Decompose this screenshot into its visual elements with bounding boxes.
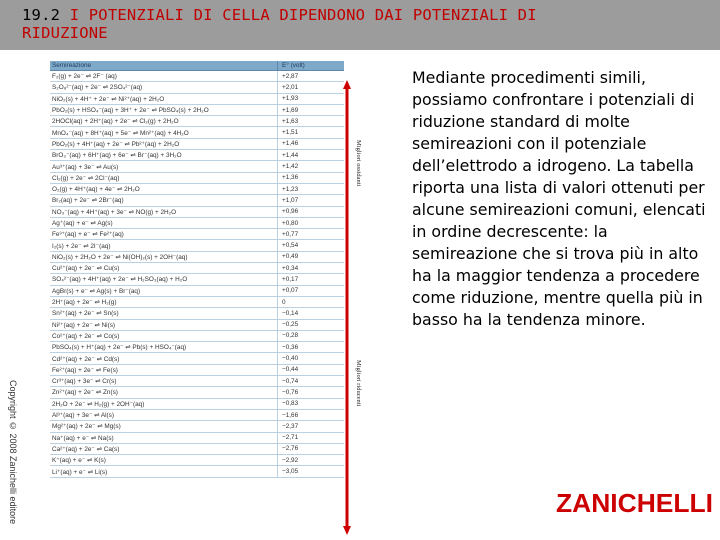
- potential-value: −2,37: [278, 421, 345, 432]
- half-reaction: PbO₂(s) + HSO₄⁻(aq) + 3H⁺ + 2e⁻ ⇌ PbSO₄(s) + 2H₂O: [50, 104, 278, 115]
- table-row: [50, 240, 344, 251]
- half-reaction: Cd²⁺(aq) + 2e⁻ ⇌ Cd(s): [50, 353, 278, 364]
- potential-value: +1,42: [278, 161, 345, 172]
- arrow-head-top: [343, 80, 351, 89]
- half-reaction: Na⁺(aq) + e⁻ ⇌ Na(s): [50, 432, 278, 443]
- potential-value: +1,46: [278, 138, 345, 149]
- table-row: [50, 409, 344, 420]
- half-reaction: AgBr(s) + e⁻ ⇌ Ag(s) + Br⁻(aq): [50, 285, 278, 296]
- table-row: [50, 172, 344, 183]
- potential-value: −3,05: [278, 466, 345, 477]
- half-reaction: MnO₄⁻(aq) + 8H⁺(aq) + 5e⁻ ⇌ Mn²⁺(aq) + 4H₂O: [50, 127, 278, 138]
- label-best-reducers: Migliori riducenti: [355, 360, 362, 407]
- potential-value: −0,44: [278, 364, 345, 375]
- potential-value: −1,66: [278, 409, 345, 420]
- logo-text: ZANICHELLI: [556, 488, 713, 518]
- zanichelli-logo: [556, 486, 716, 518]
- table-row: [50, 150, 344, 161]
- half-reaction: NO₃⁻(aq) + 4H⁺(aq) + 3e⁻ ⇌ NO(g) + 2H₂O: [50, 206, 278, 217]
- potential-value: +0,07: [278, 285, 345, 296]
- reduction-potentials-table: [50, 61, 344, 478]
- table-body: [50, 71, 344, 478]
- table-row: [50, 376, 344, 387]
- half-reaction: 2H⁺(aq) + 2e⁻ ⇌ H₂(g): [50, 296, 278, 307]
- half-reaction: Au³⁺(aq) + 3e⁻ ⇌ Au(s): [50, 161, 278, 172]
- potential-value: −0,28: [278, 330, 345, 341]
- table-row: [50, 387, 344, 398]
- potential-value: +1,69: [278, 104, 345, 115]
- col-header-reaction: Semireazione: [50, 61, 278, 71]
- potential-value: +0,54: [278, 240, 345, 251]
- table-row: [50, 195, 344, 206]
- table-row: [50, 330, 344, 341]
- table-row: [50, 183, 344, 194]
- potential-value: −0,36: [278, 342, 345, 353]
- table-row: [50, 466, 344, 477]
- potential-value: +0,17: [278, 274, 345, 285]
- table-row: [50, 93, 344, 104]
- table-row: [50, 82, 344, 93]
- potential-value: −0,40: [278, 353, 345, 364]
- half-reaction: NiO₂(s) + 4H⁺ + 2e⁻ ⇌ Ni²⁺(aq) + 2H₂O: [50, 93, 278, 104]
- table-row: [50, 342, 344, 353]
- half-reaction: Zn²⁺(aq) + 2e⁻ ⇌ Zn(s): [50, 387, 278, 398]
- half-reaction: Fe²⁺(aq) + 2e⁻ ⇌ Fe(s): [50, 364, 278, 375]
- potential-value: +1,51: [278, 127, 345, 138]
- table-row: [50, 116, 344, 127]
- potential-value: −2,92: [278, 455, 345, 466]
- strength-arrow: [343, 80, 351, 535]
- table-row: [50, 432, 344, 443]
- title-highlight: I POTENZIALI DI CELLA DIPENDONO DAI POTENZIALI DI: [69, 6, 537, 24]
- half-reaction: Cr³⁺(aq) + 3e⁻ ⇌ Cr(s): [50, 376, 278, 387]
- table-row: [50, 274, 344, 285]
- table-row: [50, 71, 344, 82]
- half-reaction: S₂O₈²⁻(aq) + 2e⁻ ⇌ 2SO₄²⁻(aq): [50, 82, 278, 93]
- body-paragraph: Mediante procedimenti simili, possiamo confrontare i potenziali di riduzione standard di molte semireazioni con il potenziale dell’elettrodo a idrogeno. La tabella riporta una lista di valori ottenuti per alcune semireazioni comuni, elencati in ordine decrescente: la semireazione che si trova più in alto ha la maggior tendenza a procedere come riduzione, mentre quella più in basso ha la tendenza minore.: [412, 68, 706, 329]
- half-reaction: PbSO₄(s) + H⁺(aq) + 2e⁻ ⇌ Pb(s) + HSO₄⁻(aq): [50, 342, 278, 353]
- potential-value: +2,87: [278, 71, 345, 82]
- table-row: [50, 455, 344, 466]
- table-header-row: [50, 61, 344, 71]
- potential-value: +1,93: [278, 93, 345, 104]
- table-row: [50, 364, 344, 375]
- table-row: [50, 138, 344, 149]
- potential-value: −0,83: [278, 398, 345, 409]
- half-reaction: K⁺(aq) + e⁻ ⇌ K(s): [50, 455, 278, 466]
- table-row: [50, 319, 344, 330]
- potential-value: −0,25: [278, 319, 345, 330]
- half-reaction: Cu²⁺(aq) + 2e⁻ ⇌ Cu(s): [50, 263, 278, 274]
- potential-value: +0,34: [278, 263, 345, 274]
- slide-header: [0, 0, 720, 50]
- table-row: [50, 251, 344, 262]
- table-row: [50, 353, 344, 364]
- potential-value: +0,96: [278, 206, 345, 217]
- half-reaction: PbO₂(s) + 4H⁺(aq) + 2e⁻ ⇌ Pb²⁺(aq) + 2H₂O: [50, 138, 278, 149]
- title-line2: RIDUZIONE: [22, 24, 108, 42]
- potential-value: +0,49: [278, 251, 345, 262]
- half-reaction: Cl₂(g) + 2e⁻ ⇌ 2Cl⁻(aq): [50, 172, 278, 183]
- half-reaction: Fe³⁺(aq) + e⁻ ⇌ Fe²⁺(aq): [50, 229, 278, 240]
- copyright-notice: Copyright © 2008 Zanichelli editore: [8, 380, 18, 525]
- half-reaction: Ni²⁺(aq) + 2e⁻ ⇌ Ni(s): [50, 319, 278, 330]
- half-reaction: BrO₃⁻(aq) + 6H⁺(aq) + 6e⁻ ⇌ Br⁻(aq) + 3H₂O: [50, 150, 278, 161]
- half-reaction: Al³⁺(aq) + 3e⁻ ⇌ Al(s): [50, 409, 278, 420]
- half-reaction: SO₄²⁻(aq) + 4H⁺(aq) + 2e⁻ ⇌ H₂SO₃(aq) + H₂O: [50, 274, 278, 285]
- potential-value: 0: [278, 296, 345, 307]
- half-reaction: 2H₂O + 2e⁻ ⇌ H₂(g) + 2OH⁻(aq): [50, 398, 278, 409]
- half-reaction: O₂(g) + 4H⁺(aq) + 4e⁻ ⇌ 2H₂O: [50, 183, 278, 194]
- table-row: [50, 229, 344, 240]
- table-row: [50, 104, 344, 115]
- potential-value: +2,01: [278, 82, 345, 93]
- potential-value: +0,77: [278, 229, 345, 240]
- label-best-oxidants: Migliori ossidanti: [355, 140, 362, 187]
- table-row: [50, 443, 344, 454]
- potential-value: −0,76: [278, 387, 345, 398]
- table-row: [50, 296, 344, 307]
- table-row: [50, 285, 344, 296]
- table-row: [50, 421, 344, 432]
- half-reaction: Sn²⁺(aq) + 2e⁻ ⇌ Sn(s): [50, 308, 278, 319]
- potential-value: +0,80: [278, 217, 345, 228]
- half-reaction: NiO₂(s) + 2H₂O + 2e⁻ ⇌ Ni(OH)₂(s) + 2OH⁻(aq): [50, 251, 278, 262]
- half-reaction: Li⁺(aq) + e⁻ ⇌ Li(s): [50, 466, 278, 477]
- table-row: [50, 308, 344, 319]
- col-header-potential: E° (volt): [278, 61, 345, 71]
- table-row: [50, 398, 344, 409]
- title-number: 19.2: [22, 6, 61, 24]
- half-reaction: Br₂(aq) + 2e⁻ ⇌ 2Br⁻(aq): [50, 195, 278, 206]
- half-reaction: F₂(g) + 2e⁻ ⇌ 2F⁻ (aq): [50, 71, 278, 82]
- table-row: [50, 161, 344, 172]
- table-row: [50, 263, 344, 274]
- half-reaction: Ag⁺(aq) + e⁻ ⇌ Ag(s): [50, 217, 278, 228]
- half-reaction: Mg²⁺(aq) + 2e⁻ ⇌ Mg(s): [50, 421, 278, 432]
- potential-value: −0,14: [278, 308, 345, 319]
- potential-value: −2,71: [278, 432, 345, 443]
- potential-value: +1,23: [278, 183, 345, 194]
- half-reaction: 2HOCl(aq) + 2H⁺(aq) + 2e⁻ ⇌ Cl₂(g) + 2H₂O: [50, 116, 278, 127]
- potential-value: +1,36: [278, 172, 345, 183]
- arrow-head-bottom: [343, 526, 351, 535]
- half-reaction: Ca²⁺(aq) + 2e⁻ ⇌ Ca(s): [50, 443, 278, 454]
- half-reaction: Co²⁺(aq) + 2e⁻ ⇌ Co(s): [50, 330, 278, 341]
- potential-value: +1,63: [278, 116, 345, 127]
- table-row: [50, 206, 344, 217]
- table-row: [50, 217, 344, 228]
- half-reaction: I₂(s) + 2e⁻ ⇌ 2I⁻(aq): [50, 240, 278, 251]
- slide-title: [22, 6, 537, 42]
- potential-value: −2,76: [278, 443, 345, 454]
- table-row: [50, 127, 344, 138]
- potential-value: −0,74: [278, 376, 345, 387]
- potential-value: +1,07: [278, 195, 345, 206]
- potential-value: +1,44: [278, 150, 345, 161]
